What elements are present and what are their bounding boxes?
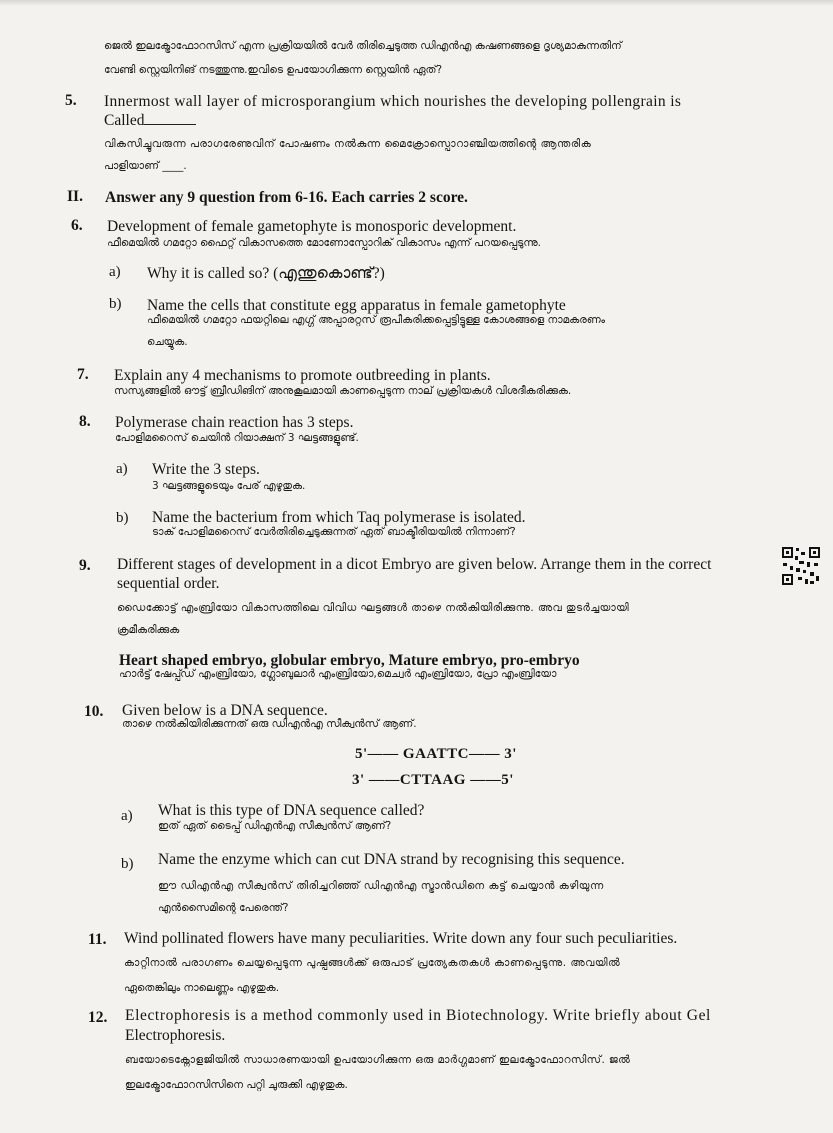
q12-text-line1: Electrophoresis is a method commonly used in Biotechnology. Write briefly about Gel	[125, 1007, 711, 1024]
q8-ml: പോളിമറൈസ് ചെയിൻ റിയാക്ഷന് 3 ഘട്ടങ്ങളുണ്ട്.	[115, 432, 359, 444]
q8-number: 8.	[79, 413, 91, 430]
q8-text: Polymerase chain reaction has 3 steps.	[115, 414, 354, 431]
q12-number: 12.	[88, 1009, 108, 1026]
q10-ml: താഴെ നൽകിയിരിക്കുന്നത് ഒരു ഡിഎൻഎ സീക്വൻസ് ആണ്.	[122, 718, 417, 730]
q8b-text: Name the bacterium from which Taq polymerase is isolated.	[152, 509, 526, 526]
q11-number: 11.	[88, 931, 107, 948]
dna-strand-bottom: 3' ——CTTAAG ——5'	[352, 772, 514, 788]
q6a-text: Why it is called so? (എന്തുകൊണ്ട്?)	[147, 265, 385, 282]
q6b-ml-line2: ചെയ്യുക.	[147, 336, 188, 348]
q9-stage-list-ml: ഹാർട്ട് ഷേപ്പ്ഡ് എംബ്രിയോ, ഗ്ലോബുലാർ എംബ്രിയോ,മെച്വർ എംബ്രിയോ, പ്രോ എംബ്രിയോ	[119, 668, 557, 680]
dna-strand-top: 5'—— GAATTC—— 3'	[355, 746, 517, 762]
q6b-label: b)	[109, 296, 122, 312]
scan-edge	[0, 0, 833, 6]
q7-number: 7.	[77, 366, 89, 383]
q9-ml-line1: ഡൈക്കോട്ട് എംബ്രിയോ വികാസത്തിലെ വിവിധ ഘട്ടങ്ങൾ താഴെ നൽകിയിരിക്കുന്നു. അവ തുടർച്ചയായി	[117, 602, 630, 614]
q8a-text: Write the 3 steps.	[152, 461, 260, 478]
q10b-text: Name the enzyme which can cut DNA strand by recognising this sequence.	[158, 851, 625, 868]
q5-text-line1: Innermost wall layer of microsporangium which nourishes the developing pollengrain is	[104, 93, 682, 110]
q8b-ml: ടാക് പോളിമറൈസ് വേർതിരിച്ചെടുക്കുന്നത് ഏത് ബാക്ടീരിയയിൽ നിന്നാണ്?	[152, 526, 516, 538]
q6-number: 6.	[71, 217, 83, 234]
q6b-ml-line1: ഫീമെയിൽ ഗമറ്റോ ഫയറ്റിലെ എഗ്ഗ് അപ്പാരറ്റസ് രൂപീകരിക്കപ്പെട്ടിട്ടുള്ള കോശങ്ങളെ നാമകരണം	[147, 314, 606, 326]
q10-text: Given below is a DNA sequence.	[122, 702, 328, 719]
q4-ml-line1: ജെൽ ഇലക്ട്രോഫോറസിസ് എന്ന പ്രക്രിയയിൽ വേർ തിരിച്ചെടുത്ത ഡിഎൻഎ കഷണങ്ങളെ ദൃശ്യമാകുന്നതിന്	[104, 40, 622, 52]
q10b-ml-line1: ഈ ഡിഎൻഎ സീക്വൻസ് തിരിച്ചറിഞ്ഞ് ഡിഎൻഎ സ്ട്രാൻഡിനെ കട്ട് ചെയ്യാൻ കഴിയുന്ന	[158, 880, 604, 892]
answer-blank	[144, 112, 196, 125]
q6-text: Development of female gametophyte is monosporic development.	[107, 218, 517, 235]
q10a-label: a)	[121, 808, 133, 824]
q8a-label: a)	[116, 461, 128, 477]
section-2-instruction: Answer any 9 question from 6-16. Each carries 2 score.	[105, 189, 468, 206]
q9-number: 9.	[79, 557, 91, 574]
q5-ml-line2: പാളിയാണ് ____.	[104, 160, 187, 172]
q9-text-line1: Different stages of development in a dicot Embryo are given below. Arrange them in the correct	[117, 556, 712, 573]
q6b-text: Name the cells that constitute egg apparatus in female gametophyte	[147, 297, 566, 314]
q6-ml: ഫീമെയിൽ ഗമറ്റോ ഫൈറ്റ് വികാസത്തെ മോണോസ്പോറിക് വികാസം എന്ന് പറയപ്പെടുന്നു.	[107, 237, 541, 249]
q5-text-line2: Called	[104, 111, 196, 130]
q11-ml-line1: കാറ്റിനാൽ പരാഗണം ചെയ്യപ്പെടുന്ന പുഷ്പങ്ങൾക്ക് ഒരുപാട് പ്രത്യേകതകൾ കാണപ്പെടുന്നു. അവയിൽ	[124, 957, 621, 969]
q12-ml-line1: ബയോടെക്നോളജിയിൽ സാധാരണയായി ഉപയോഗിക്കുന്ന ഒരു മാർഗ്ഗമാണ് ഇലക്ട്രോഫോറസിസ്. ജൽ	[125, 1054, 631, 1066]
qr-code-icon	[781, 546, 821, 586]
q10a-text: What is this type of DNA sequence called?	[158, 802, 425, 819]
q8a-ml: 3 ഘട്ടങ്ങളുടെയും പേര് എഴുതുക.	[152, 480, 306, 492]
q7-text: Explain any 4 mechanisms to promote outbreeding in plants.	[114, 367, 491, 384]
q10-number: 10.	[84, 703, 104, 720]
q10b-ml-line2: എൻസൈമിന്റെ പേരെന്ത്?	[158, 902, 289, 914]
q7-ml: സസ്യങ്ങളിൽ ഔട്ട് ബ്രീഡിങിന് അനുകൂലമായി കാണപ്പെടുന്ന നാല് പ്രക്രിയകൾ വിശദീകരിക്കുക.	[114, 385, 572, 397]
q4-ml-line2: വേണ്ടി സ്റ്റെയിനിങ് നടത്തുന്നു.ഇവിടെ ഉപയോഗിക്കുന്ന സ്റ്റെയിൻ ഏത്?	[104, 64, 443, 76]
q9-text-line2: sequential order.	[117, 575, 220, 592]
q9-stage-list: Heart shaped embryo, globular embryo, Mature embryo, pro-embryo	[119, 652, 580, 669]
q8b-label: b)	[116, 510, 129, 526]
q10b-label: b)	[121, 856, 134, 872]
q6a-label: a)	[109, 264, 121, 280]
q12-ml-line2: ഇലക്ട്രോഫോറസിസിനെ പറ്റി ചുരുക്കി എഴുതുക.	[125, 1079, 348, 1091]
section-2-number: II.	[67, 188, 83, 205]
q10a-ml: ഇത് ഏത് ടൈപ്പ് ഡിഎൻഎ സീക്വൻസ് ആണ്?	[158, 820, 392, 832]
q9-ml-line2: ക്രമീകരിക്കുക	[117, 624, 180, 636]
q5-number: 5.	[65, 92, 77, 109]
q11-ml-line2: ഏതെങ്കിലും നാലെണ്ണം എഴുതുക.	[124, 982, 280, 994]
q5-ml-line1: വികസിച്ചുവരുന്ന പരാഗരേണുവിന് പോഷണം നൽകുന്ന മൈക്രോസ്പൊറാഞ്ചിയത്തിന്റെ ആന്തരിക	[104, 138, 592, 150]
q11-text: Wind pollinated flowers have many peculiarities. Write down any four such peculiarities.	[124, 930, 678, 947]
q12-text-line2: Electrophoresis.	[125, 1027, 226, 1044]
